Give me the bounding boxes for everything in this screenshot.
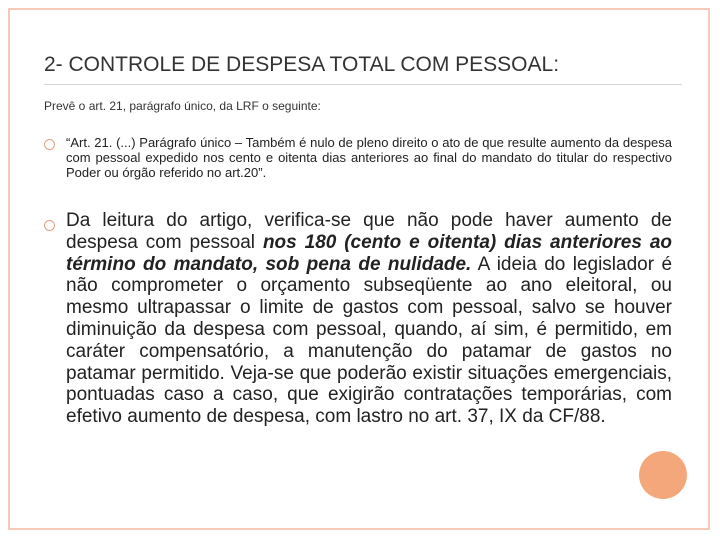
slide-title: 2- CONTROLE DE DESPESA TOTAL COM PESSOAL: [44, 53, 560, 76]
bullet-icon [44, 139, 55, 150]
decorative-circle [639, 451, 687, 499]
body-text-part1: Da leitura do artigo, verifica-se que não pode haver aumento de despesa com pessoal [66, 210, 672, 253]
body-emphasis: nos 180 (cento e oitenta) dias anteriores ao término do mandato, sob pena de nulidade. [66, 231, 672, 275]
body-text-part2: A ideia do legislador é não comprometer o orçamento subseqüente ao ano eleitoral, ou mesmo ultrapassar o limite de gastos com pessoal, salvo se houver diminuição da despesa com pessoal, quando, aí sim, é permitido, em caráter compensatório, a manutenção do patamar de gastos no patamar permitido. Veja-se que poderão existir situações emergenciais, pontuadas caso a caso, que exigirão contratações temporárias, com efetivo aumento de despesa, com lastro no art. 37, IX da CF/88. [66, 253, 673, 428]
quote-paragraph: “Art. 21. (...) Parágrafo único – Também é nulo de pleno direito o ato de que resulte aumento da despesa com pessoal expedido nos cento e oitenta dias anteriores ao final do mandato do titular do respectivo Poder ou órgão referido no art.20”. [66, 135, 672, 180]
body-paragraph [66, 210, 672, 428]
intro-text: Prevê o art. 21, parágrafo único, da LRF o seguinte: [44, 99, 321, 113]
title-divider [44, 84, 682, 85]
bullet-icon [44, 220, 55, 231]
